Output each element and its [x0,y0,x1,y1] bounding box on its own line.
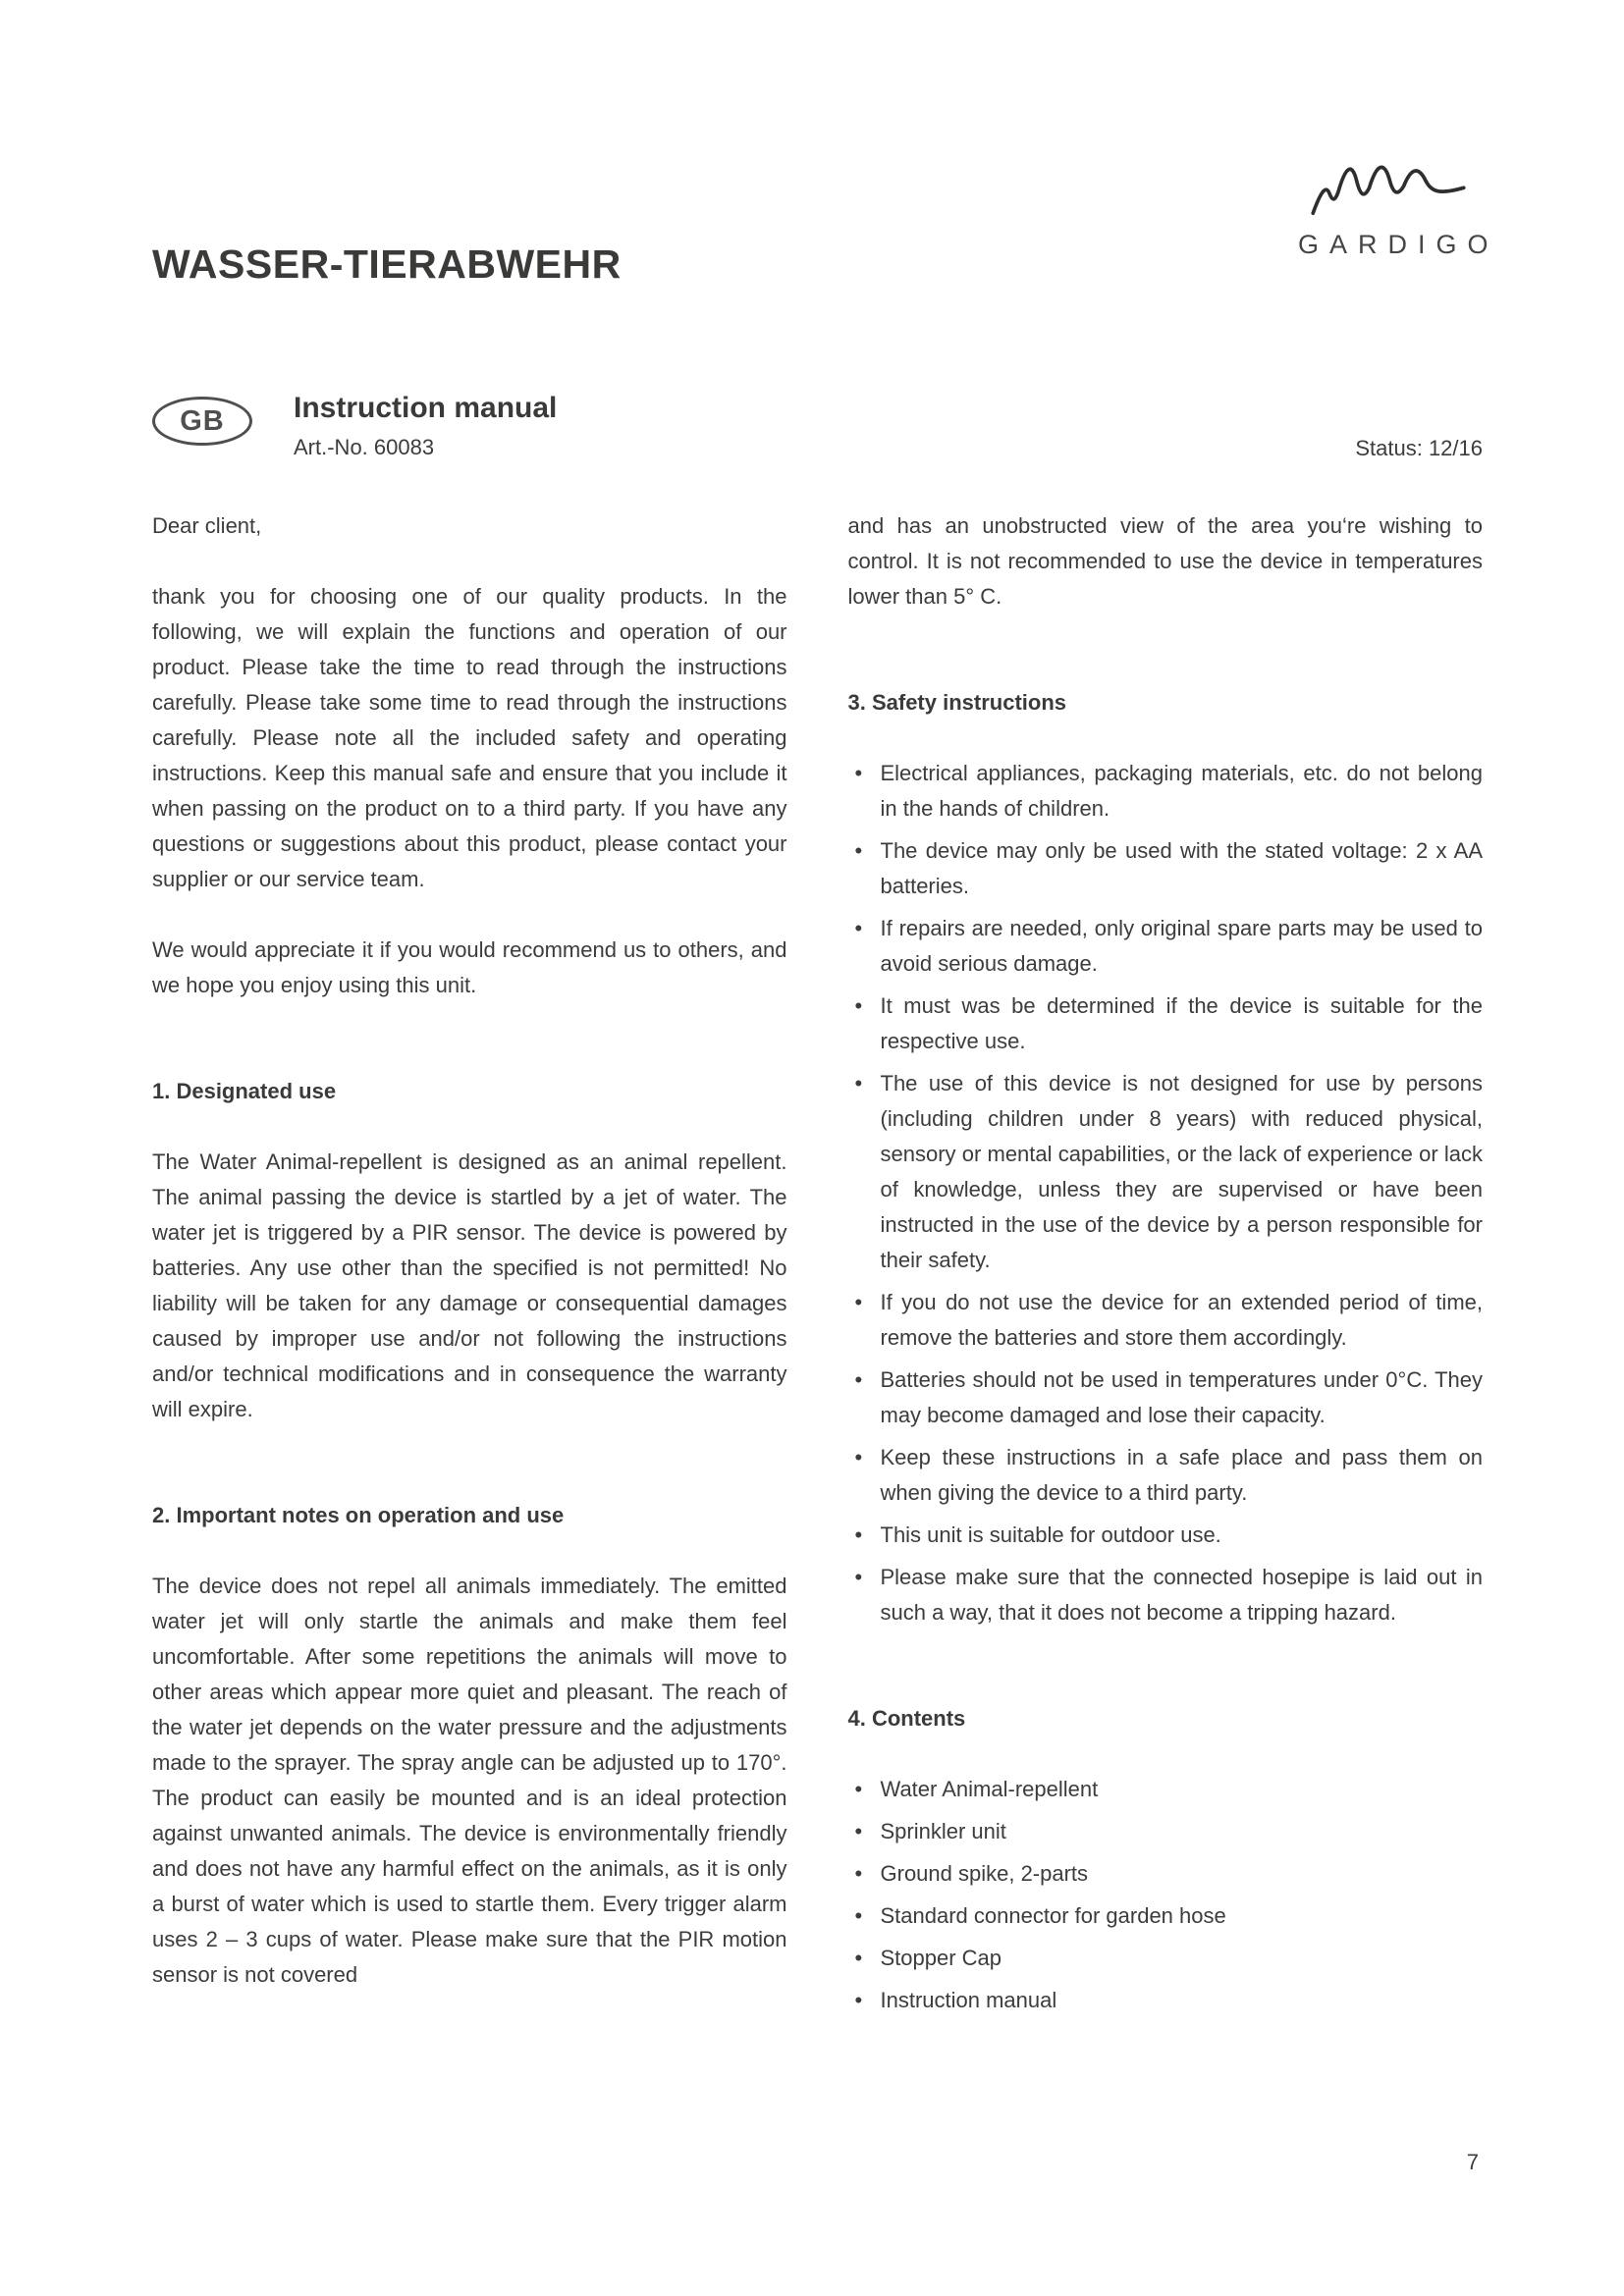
gardigo-logo [1287,155,1499,260]
list-item [848,1772,1484,1807]
contents-list [848,1772,1484,2018]
intro-paragraph: thank you for choosing one of our quality products. In the following, we will explain the functions and operation of our product. Please take the time to read through the instructions carefully. Please take some time to read through the instructions carefully. Please note all the included safety and operating instructions. Keep this manual safe and ensure that you include it when passing on the product on to a third party. If you have any questions or suggestions about this product, please contact your supplier or our service team. [152,584,787,891]
section-4-heading: 4. Contents [847,1706,966,1731]
continuation-paragraph: and has an unobstructed view of the area you‘re wishing to control. It is not recommended to use the device in temperatures lower than 5° C. [847,513,1483,609]
document-title: WASSER-TIERABWEHR [152,241,622,287]
manual-header-text [294,391,557,460]
list-item [848,911,1484,982]
bullet-icon: • [854,1445,863,1469]
list-item-text: Batteries should not be used in temperatures under 0°C. They may become damaged and lose their capacity. [880,1367,1483,1427]
manual-title: Instruction manual [294,392,558,424]
right-column [848,508,1484,2054]
bullet-icon: • [854,1903,863,1928]
bullet-icon: • [854,1777,863,1801]
list-item [848,1983,1484,2018]
list-item-text: If repairs are needed, only original spare parts may be used to avoid serious damage. [880,916,1483,976]
manual-header [152,391,1483,460]
section-1-body: The Water Animal-repellent is designed as an animal repellent. The animal passing the device is startled by a jet of water. The water jet is triggered by a PIR sensor. The device is powered by batteries. Any use other than the specified is not permitted! No liability will be taken for any damage or consequential damages caused by improper use and/or not following the instructions and/or technical modifications and in consequence the warranty will expire. [152,1149,787,1421]
list-item-text: Sprinkler unit [880,1819,1006,1843]
article-number: Art.-No. 60083 [294,435,435,459]
gardigo-logo-mark [1295,155,1482,228]
bullet-icon: • [854,1988,863,2012]
bullet-icon: • [854,761,863,785]
list-item [848,756,1484,827]
bullet-icon: • [854,1565,863,1589]
page-number: 7 [1466,2150,1479,2174]
list-item [848,1856,1484,1892]
language-badge-label: GB [180,404,225,437]
list-item-text: Ground spike, 2-parts [880,1861,1089,1886]
bullet-icon: • [854,1819,863,1843]
bullet-icon: • [854,993,863,1018]
list-item-text: It must was be determined if the device is suitable for the respective use. [880,993,1483,1053]
section-2-heading: 2. Important notes on operation and use [152,1503,565,1527]
bullet-icon: • [854,1861,863,1886]
section-3-heading: 3. Safety instructions [847,690,1067,715]
list-item-text: The use of this device is not designed for use by persons (including children under 8 years) with reduced physical, sensory or mental capabilities, or the lack of experience or lack of knowledge, unless they are supervised or have been instructed in the use of the device by a person responsible for their safety. [880,1071,1483,1272]
list-item [848,1066,1484,1278]
list-item-text: Standard connector for garden hose [880,1903,1226,1928]
list-item-text: Instruction manual [880,1988,1057,2012]
body-columns [152,508,1483,2054]
list-item-text: Keep these instructions in a safe place and pass them on when giving the device to a third party. [880,1445,1483,1505]
list-item [848,1941,1484,1976]
list-item-text: The device may only be used with the stated voltage: 2 x AA batteries. [880,838,1483,898]
list-item-text: This unit is suitable for outdoor use. [880,1522,1221,1547]
list-item [848,1362,1484,1433]
section-2-body: The device does not repel all animals immediately. The emitted water jet will only startle the animals and make them feel uncomfortable. After some repetitions the animals will move to other areas which appear more quiet and pleasant. The reach of the water jet depends on the water pressure and the adjustments made to the sprayer. The spray angle can be adjusted up to 170°. The product can easily be mounted and is an ideal protection against unwanted animals. The device is environmentally friendly and does not have any harmful effect on the animals, as it is only a burst of water which is used to startle them. Every trigger alarm uses 2 – 3 cups of water. Please make sure that the PIR motion sensor is not covered [152,1574,787,1987]
bullet-icon: • [854,916,863,940]
list-item-text: If you do not use the device for an extended period of time, remove the batteries and store them accordingly. [880,1290,1483,1350]
list-item-text: Electrical appliances, packaging materials, etc. do not belong in the hands of children. [880,761,1483,821]
list-item [848,1898,1484,1934]
list-item [848,1560,1484,1630]
bullet-icon: • [854,838,863,863]
list-item [848,1814,1484,1849]
list-item-text: Please make sure that the connected hosepipe is laid out in such a way, that it does not become a tripping hazard. [880,1565,1483,1625]
left-column [152,508,787,2054]
bullet-icon: • [854,1946,863,1970]
section-1-heading: 1. Designated use [152,1079,337,1103]
salutation: Dear client, [152,513,262,538]
bullet-icon: • [854,1522,863,1547]
list-item [848,988,1484,1059]
list-item-text: Water Animal-repellent [880,1777,1099,1801]
status-label: Status: 12/16 [1355,436,1483,460]
list-item [848,833,1484,904]
bullet-icon: • [854,1290,863,1314]
list-item [848,1440,1484,1511]
language-badge-gb [152,397,252,446]
list-item [848,1285,1484,1356]
safety-instructions-list [848,756,1484,1630]
appreciation-paragraph: We would appreciate it if you would recommend us to others, and we hope you enjoy using this unit. [152,937,787,997]
gardigo-logo-text: GARDIGO [1298,230,1499,259]
bullet-icon: • [854,1367,863,1392]
list-item [848,1518,1484,1553]
list-item-text: Stopper Cap [880,1946,1002,1970]
bullet-icon: • [854,1071,863,1095]
